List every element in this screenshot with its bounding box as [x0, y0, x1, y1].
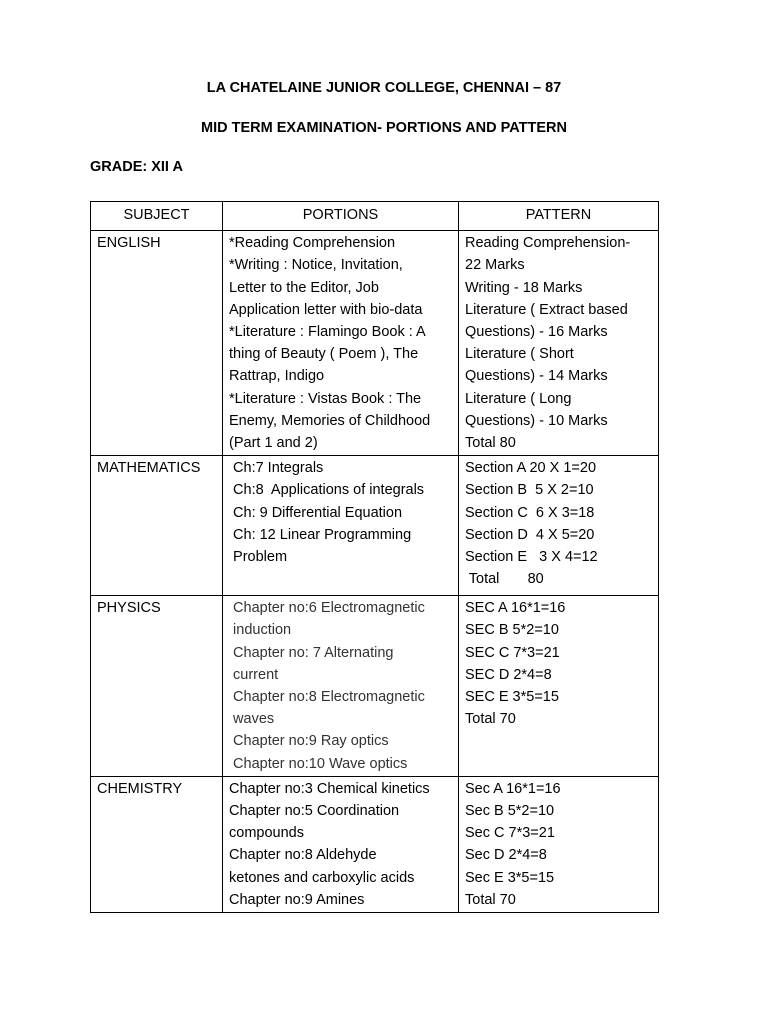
- subject-name: ENGLISH: [97, 235, 161, 252]
- portion-line: Chapter no:8 Electromagnetic: [229, 689, 425, 706]
- college-title: LA CHATELAINE JUNIOR COLLEGE, CHENNAI – 87: [206, 80, 562, 96]
- pattern-line: Questions) - 14 Marks: [465, 368, 608, 385]
- pattern-line: Literature ( Extract based: [465, 301, 628, 318]
- pattern-line: SEC B 5*2=10: [465, 622, 559, 639]
- table-row: [91, 596, 659, 777]
- pattern-cell: [459, 776, 659, 912]
- exam-title: MID TERM EXAMINATION- PORTIONS AND PATTERN: [201, 120, 567, 136]
- pattern-line: SEC D 2*4=8: [465, 666, 552, 683]
- portions-cell: [223, 231, 459, 456]
- pattern-line: SEC E 3*5=15: [465, 689, 559, 706]
- portion-line: Letter to the Editor, Job: [229, 279, 379, 296]
- portion-line: *Literature : Vistas Book : The: [229, 390, 422, 407]
- portion-line: Chapter no:8 Aldehyde: [229, 847, 377, 864]
- table-row: [91, 776, 659, 912]
- table-header-row: [91, 202, 659, 231]
- portion-line: *Writing : Notice, Invitation,: [229, 257, 403, 274]
- portion-line: Chapter no: 7 Alternating: [229, 644, 394, 661]
- table-row: [91, 456, 659, 596]
- subject-name: PHYSICS: [97, 600, 161, 617]
- portion-line: Ch:7 Integrals: [229, 460, 324, 477]
- pattern-line: Section D 4 X 5=20: [465, 526, 595, 543]
- pattern-line: Total 70: [465, 711, 516, 728]
- portion-line: Chapter no:9 Amines: [229, 891, 365, 908]
- pattern-line: Sec A 16*1=16: [465, 780, 561, 797]
- pattern-line: Total 80: [465, 435, 516, 452]
- subject-cell: [91, 231, 223, 456]
- portion-line: ketones and carboxylic acids: [229, 869, 415, 886]
- header-pattern: PATTERN: [459, 202, 659, 231]
- pattern-line: Section E 3 X 4=12: [465, 549, 598, 566]
- pattern-line: Section C 6 X 3=18: [465, 504, 595, 521]
- pattern-line: Questions) - 10 Marks: [465, 412, 608, 429]
- pattern-line: Total 70: [465, 891, 516, 908]
- portion-line: Chapter no:9 Ray optics: [229, 733, 389, 750]
- pattern-line: Sec D 2*4=8: [465, 847, 547, 864]
- subject-name: MATHEMATICS: [97, 460, 201, 477]
- pattern-line: Literature ( Long: [465, 390, 572, 407]
- portion-line: Chapter no:10 Wave optics: [229, 755, 408, 772]
- portion-line: Enemy, Memories of Childhood: [229, 412, 431, 429]
- portions-cell: [223, 456, 459, 596]
- pattern-line: Sec C 7*3=21: [465, 825, 555, 842]
- portion-line: *Literature : Flamingo Book : A: [229, 324, 426, 341]
- pattern-cell: [459, 596, 659, 777]
- portion-line: Chapter no:6 Electromagnetic: [229, 600, 425, 617]
- pattern-line: Section B 5 X 2=10: [465, 482, 594, 499]
- portion-line: waves: [229, 711, 275, 728]
- table-row: [91, 231, 659, 456]
- pattern-line: Sec E 3*5=15: [465, 869, 555, 886]
- pattern-line: SEC C 7*3=21: [465, 644, 560, 661]
- portions-table: [90, 201, 659, 913]
- portions-cell: [223, 776, 459, 912]
- portion-line: induction: [229, 622, 292, 639]
- portion-line: Ch: 9 Differential Equation: [229, 504, 403, 521]
- pattern-cell: [459, 456, 659, 596]
- portion-line: Problem: [229, 549, 288, 566]
- grade-label: GRADE: XII A: [90, 159, 183, 175]
- subject-name: CHEMISTRY: [97, 780, 183, 797]
- pattern-line: Reading Comprehension-: [465, 235, 631, 252]
- portion-line: *Reading Comprehension: [229, 235, 396, 252]
- portion-line: Ch:8 Applications of integrals: [229, 482, 425, 499]
- pattern-line: Questions) - 16 Marks: [465, 324, 608, 341]
- subject-cell: [91, 456, 223, 596]
- portions-cell: [223, 596, 459, 777]
- portion-line: current: [229, 666, 279, 683]
- pattern-line: Literature ( Short: [465, 346, 574, 363]
- header-portions: PORTIONS: [223, 202, 459, 231]
- pattern-line: Section A 20 X 1=20: [465, 460, 597, 477]
- pattern-line: Total 80: [465, 571, 544, 588]
- pattern-line: Writing - 18 Marks: [465, 279, 583, 296]
- portion-line: thing of Beauty ( Poem ), The: [229, 346, 419, 363]
- header-subject: SUBJECT: [91, 202, 223, 231]
- pattern-line: Sec B 5*2=10: [465, 803, 555, 820]
- pattern-line: 22 Marks: [465, 257, 525, 274]
- pattern-cell: [459, 231, 659, 456]
- portion-line: Rattrap, Indigo: [229, 368, 325, 385]
- subject-cell: [91, 776, 223, 912]
- subject-cell: [91, 596, 223, 777]
- portion-line: (Part 1 and 2): [229, 435, 318, 452]
- portion-line: compounds: [229, 825, 304, 842]
- pattern-line: SEC A 16*1=16: [465, 600, 566, 617]
- portion-line: Application letter with bio-data: [229, 301, 423, 318]
- portion-line: Chapter no:3 Chemical kinetics: [229, 780, 430, 797]
- portion-line: Ch: 12 Linear Programming: [229, 526, 412, 543]
- portion-line: Chapter no:5 Coordination: [229, 803, 400, 820]
